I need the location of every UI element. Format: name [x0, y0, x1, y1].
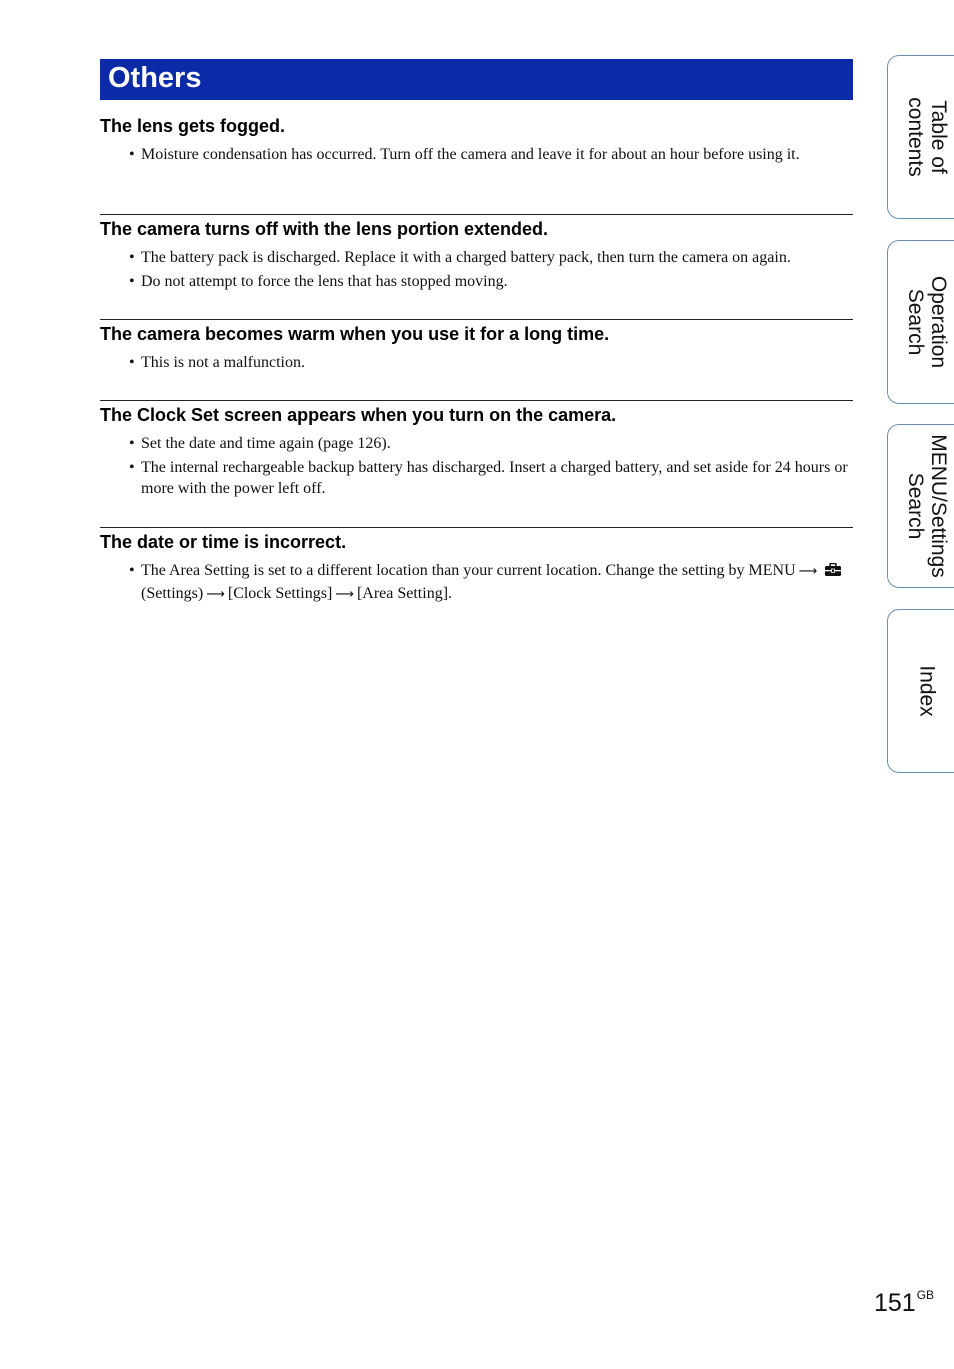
- bullet-icon: •: [129, 272, 135, 290]
- arrow-right-icon: ⟶: [335, 586, 354, 602]
- faq-section-date-incorrect: [100, 527, 853, 607]
- tab-label: MENU/Settings Search: [904, 434, 950, 578]
- page-number: $151^{GB}$: [874, 1288, 935, 1317]
- bullet-icon: •: [129, 562, 135, 579]
- section-banner: [100, 59, 853, 100]
- section-heading: The lens gets fogged.: [100, 116, 286, 136]
- arrow-right-icon: ⟶: [798, 564, 818, 579]
- faq-section-camera-warm: [100, 319, 853, 376]
- tab-label: Table of contents: [904, 97, 950, 177]
- bullet-icon: •: [129, 435, 135, 452]
- tab-menu-settings-search[interactable]: [887, 424, 954, 588]
- tab-operation-search[interactable]: [887, 240, 954, 404]
- tab-label: Index: [915, 665, 939, 717]
- section-heading: The camera turns off with the lens portion extended.: [100, 219, 549, 239]
- list-item: • The Area Setting is set to a different location than your current location. Change the setting by MENU ⟶(Settings) ⟶ [Clock Settings] ⟶ [Area Setting].: [100, 560, 853, 605]
- section-heading: The Clock Set screen appears when you turn on the camera.: [100, 405, 617, 425]
- tab-table-of-contents[interactable]: [887, 55, 954, 219]
- section-heading: The camera becomes warm when you use it for a long time.: [100, 324, 610, 344]
- list-item: • Set the date and time again (page 126).: [100, 433, 853, 455]
- bullet-icon: •: [129, 354, 135, 371]
- section-heading: The date or time is incorrect.: [100, 532, 347, 552]
- tab-index[interactable]: [887, 609, 954, 773]
- bullet-icon: •: [129, 146, 135, 163]
- page-region-suffix: GB: [916, 1288, 935, 1302]
- list-item: • This is not a malfunction.: [100, 352, 853, 374]
- faq-section-clock-set: [100, 400, 853, 502]
- toolbox-icon: [824, 563, 842, 577]
- tab-label: Operation Search: [904, 275, 950, 369]
- arrow-right-icon: ⟶: [206, 586, 225, 602]
- faq-section-lens-fogged: [100, 114, 853, 168]
- list-item: • The internal rechargeable backup battery has discharged. Insert a charged battery, and set aside for 24 hours or more with the power left off.: [129, 458, 848, 497]
- list-item: • Moisture condensation has occurred. Turn off the camera and leave it for about an hour before using it.: [100, 144, 853, 166]
- faq-section-lens-extended: [100, 214, 853, 294]
- list-item: • The battery pack is discharged. Replace it with a charged battery pack, then turn the camera on again.: [100, 247, 853, 269]
- page-title: Others: [108, 62, 202, 94]
- bullet-icon: •: [129, 249, 135, 266]
- list-item: • Do not attempt to force the lens that has stopped moving.: [100, 271, 853, 293]
- bullet-icon: •: [129, 458, 135, 476]
